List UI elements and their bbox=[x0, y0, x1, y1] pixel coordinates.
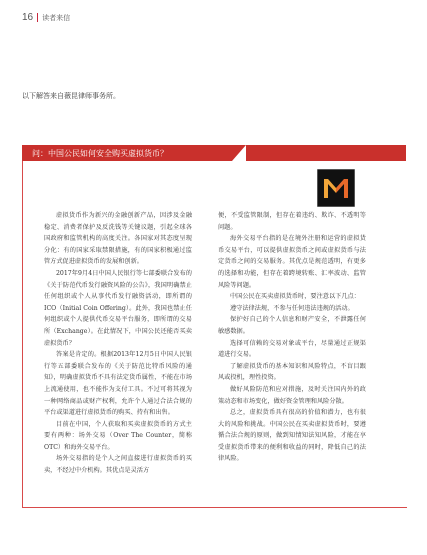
intro-text: 以下解答来自薇昆律师事务所。 bbox=[22, 92, 120, 100]
article-paragraph: 遵守法律法规，不参与任何违法违规的活动。 bbox=[230, 304, 354, 312]
m-logo-icon bbox=[317, 169, 355, 207]
article-column-left bbox=[44, 210, 192, 477]
title-bar-notch bbox=[232, 145, 246, 161]
article-paragraph: 便，不受监管限制，但存在着违约、欺诈、不透明等问题。 bbox=[218, 212, 366, 231]
article-paragraph: 总之，虚拟货币具有很高的价值和潜力，也有很大的风险和挑战。中国公民在买卖虚拟货币时，要遵循合法合规的原则，做到知情知法知风险，才能在享受虚拟货币带来的便利和收益的同时，降低自己的法律风险。 bbox=[218, 409, 366, 463]
article-paragraph: 了解虚拟货币的基本知识和风险特点，不盲目跟风或投机，理性投资。 bbox=[218, 362, 366, 382]
article-paragraph: 虚拟货币作为新兴的金融创新产品，因涉及金融稳定、消费者保护及反洗钱等关键议题，引起全球各国政府和监管机构的高度关注。各国家对其态度呈现分化：有的国家采取禁限措施，有的国家积极通过监管方式促进虚拟货币的发展和创新。 bbox=[44, 212, 192, 266]
article-paragraph: 目前在中国，个人获取和买卖虚拟货币的方式主要有两种：场外交易（Over The Counter，简称OTC）和海外交易平台。 bbox=[44, 420, 192, 451]
page-header bbox=[22, 12, 70, 23]
article-paragraph: 中国公民在买卖虚拟货币时，要注意以下几点： bbox=[230, 293, 360, 301]
article-paragraph: 场外交易指的是个人之间直接进行虚拟货币的买卖，不经过中介机构。其优点是灵活方 bbox=[44, 455, 192, 475]
article-paragraph: 选择可信赖的交易对象或平台，尽量通过正规渠道进行交易。 bbox=[218, 339, 366, 359]
page-number: 16 bbox=[22, 12, 34, 23]
section-title: 读者来信 bbox=[42, 14, 71, 22]
article-column-right bbox=[218, 210, 366, 465]
article-paragraph: 2017年9月4日中国人民银行等七部委联合发布的《关于防范代币发行融资风险的公告》，我国明确禁止任何组织或个人从事代币发行融资活动，即所谓的ICO（Initial Coin Offering）。此外，我国也禁止任何组织或个人提供代币交易平台服务，即所谓的交易所（Exchange）。在此情况下，中国公民还能否买卖虚拟货币？ bbox=[44, 269, 192, 347]
header-divider bbox=[37, 13, 38, 22]
question-title: 问：中国公民如何安全购买虚拟货币？ bbox=[32, 149, 168, 158]
article-paragraph: 海外交易平台指的是在境外注册和运营的虚拟货币交易平台，可以提供虚拟货币之间或虚拟货币与法定货币之间的交易服务。其优点是规范透明，有更多的选择和功能，但存在着跨境转账、汇率波动、监管风险等问题。 bbox=[218, 235, 366, 289]
question-title-bar bbox=[22, 145, 406, 161]
article-paragraph: 保护好自己的个人信息和财产安全，不泄露任何敏感数据。 bbox=[218, 316, 366, 335]
article-paragraph: 做好风险防范和应对措施，及时关注国内外的政策动态和市场变化，做好资金管理和风险分散。 bbox=[218, 385, 366, 405]
article-paragraph: 答案是肯定的。根据2013年12月5日中国人民银行等五部委联合发布的《关于防范比特币风险的通知》，明确虚拟货币不具有法定货币属性，不能在市场上流通使用，也不能作为支付工具。不过可将其视为一种网络商品或财产权利，允许个人通过合法合规的平台或渠道进行虚拟货币的购买、持有和出售。 bbox=[44, 351, 192, 417]
